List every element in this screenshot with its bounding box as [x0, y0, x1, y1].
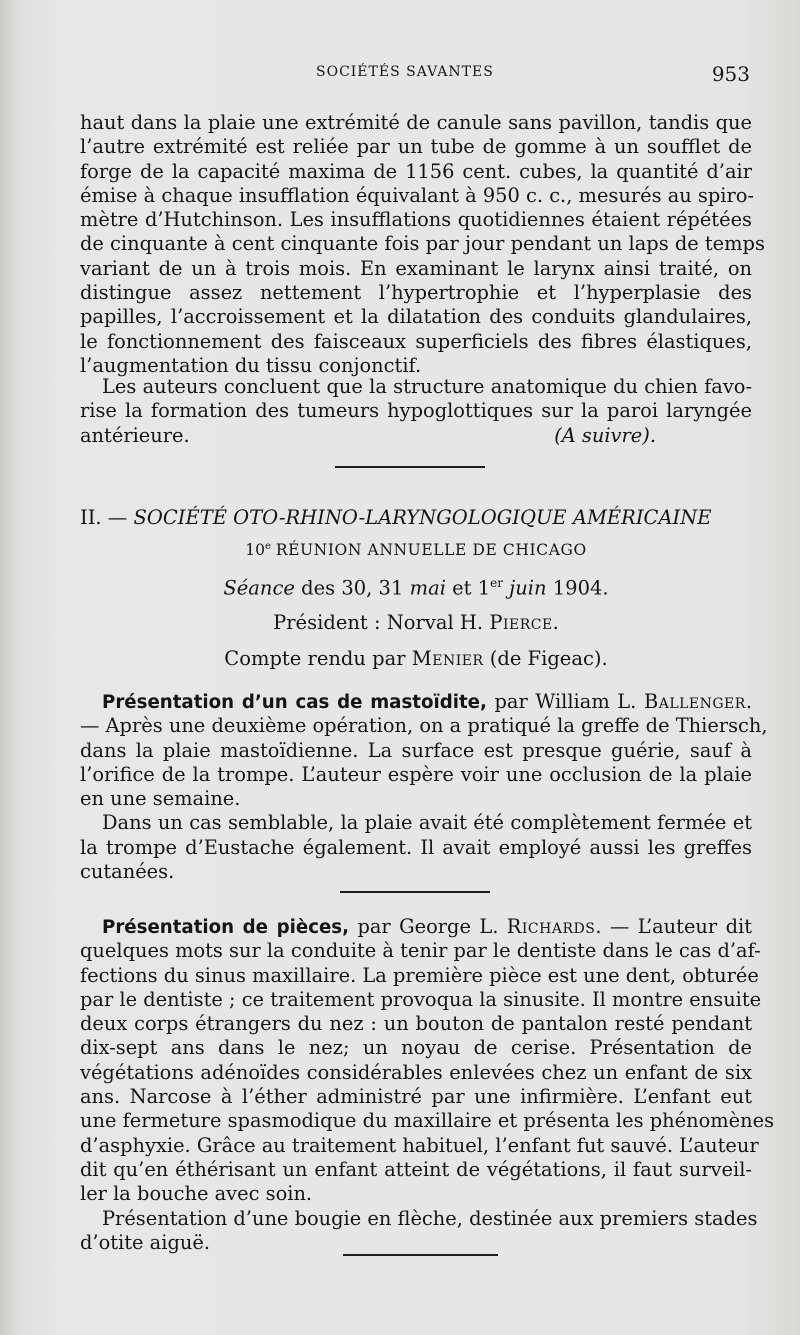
report-end: (de Figeac). — [483, 647, 608, 670]
text-line: émise à chaque insufflation équivalant à 950 c. c., mesurés au spiro- — [80, 183, 754, 207]
meeting-text: RÉUNION ANNUELLE DE CHICAGO — [275, 541, 587, 560]
pieces-paragraph — [80, 915, 775, 1255]
pieces-after-author: . — L’auteur dit — [595, 915, 752, 938]
text-line: d’otite aiguë. — [80, 1230, 210, 1254]
text-line: deux corps étrangers du nez : un bouton de pantalon resté pendant — [80, 1012, 752, 1036]
seance-dates: des 30, 31 — [294, 576, 410, 600]
text-line: végétations adénoïdes considérables enlevées chez un enfant de six — [80, 1060, 752, 1084]
text-line: le fonctionnement des faisceaux superficiels des fibres élastiques, — [80, 329, 752, 353]
page-number: 953 — [711, 62, 750, 86]
mastoiditis-title: Présentation d’un cas de mastoïdite, — [102, 692, 487, 713]
report-label: Compte rendu par — [224, 647, 412, 670]
society-name: SOCIÉTÉ OTO-RHINO-LARYNGOLOGIQUE AMÉRICAINE — [133, 506, 712, 529]
running-head — [80, 62, 750, 90]
section-divider — [340, 891, 490, 893]
text-line: papilles, l’accroissement et la dilatation des conduits glandulaires, — [80, 305, 752, 329]
text-line: dix-sept ans dans le nez; un noyau de cerise. Présentation de — [80, 1036, 752, 1060]
text-line: Dans un cas semblable, la plaie avait été complètement fermée et — [102, 811, 752, 835]
text-line: Présentation d’une bougie en flèche, destinée aux premiers stades — [102, 1206, 758, 1230]
text-line: la trompe d’Eustache également. Il avait employé aussi les greffes — [80, 835, 752, 859]
president-line — [80, 611, 752, 634]
text-line: en une semaine. — [80, 787, 241, 811]
pieces-title: Présentation de pièces, — [102, 917, 350, 938]
president-name: Pierce — [489, 611, 553, 634]
text-line: Les auteurs concluent que la structure anatomique du chien favo- — [102, 375, 752, 398]
last-line-text: antérieure. — [80, 423, 190, 447]
seance-label: Séance — [223, 576, 295, 600]
end-divider — [343, 1254, 498, 1256]
president-label: Président : Norval H. — [273, 611, 490, 634]
seance-superscript: er — [490, 576, 503, 590]
intro-paragraph — [80, 111, 765, 378]
meeting-superscript: e — [264, 541, 271, 552]
mastoiditis-author-end: . — [745, 690, 752, 713]
section-divider — [335, 466, 485, 468]
section-numeral: II. — — [80, 506, 128, 529]
text-line: variant de un à trois mois. En examinant le larynx ainsi traité, on — [80, 256, 752, 280]
pieces-heading-line — [80, 915, 752, 939]
text-line: de cinquante à cent cinquante fois par jour pendant un laps de temps — [80, 232, 765, 256]
text-line: l’augmentation du tissu conjonctif. — [80, 353, 422, 377]
text-line: dans la plaie mastoïdienne. La surface est presque guérie, sauf à — [80, 738, 752, 762]
text-line: ans. Narcose à l’éther administré par une infirmière. L’enfant eut — [80, 1085, 752, 1109]
text-line: d’asphyxie. Grâce au traitement habituel, l’enfant fut sauvé. L’auteur — [80, 1133, 759, 1157]
report-line — [80, 647, 752, 670]
text-line: — Après une deuxième opération, on a pratiqué la greffe de Thiersch, — [80, 714, 768, 738]
text-line: par le dentiste ; ce traitement provoqua la sinusite. Il montre ensuite — [80, 987, 762, 1011]
seance-year: 1904. — [546, 576, 609, 600]
pieces-by: par George L. — [349, 915, 507, 938]
seance-mai: mai — [409, 576, 446, 600]
text-line: quelques mots sur la conduite à tenir par le dentiste dans le cas d’af- — [80, 939, 761, 963]
mastoiditis-by: par William L. — [486, 690, 644, 713]
mastoiditis-author: Ballenger — [643, 690, 746, 713]
running-title: SOCIÉTÉS SAVANTES — [316, 64, 494, 80]
seance-juin: juin — [502, 576, 547, 600]
text-line: rise la formation des tumeurs hypoglottiques sur la paroi laryngée — [80, 399, 752, 423]
text-line: forge de la capacité maxima de 1156 cent. cubes, la quantité d’air — [80, 159, 752, 183]
text-line: distingue assez nettement l’hypertrophie et l’hyperplasie des — [80, 281, 752, 305]
text-line: cutanées. — [80, 860, 175, 884]
text-line: l’orifice de la trompe. L’auteur espère voir une occlusion de la plaie — [80, 762, 752, 786]
text-line: dit qu’en éthérisant un enfant atteint de végétations, il faut surveil- — [80, 1157, 752, 1181]
seance-line — [80, 576, 752, 600]
pieces-author: Richards — [506, 915, 596, 938]
text-line: l’autre extrémité est reliée par un tube de gomme à un soufflet de — [80, 135, 752, 159]
seance-et: et 1 — [445, 576, 491, 600]
section-heading — [80, 506, 752, 529]
text-line: une fermeture spasmodique du maxillaire et présenta les phénomènes — [80, 1109, 775, 1133]
text-line: haut dans la plaie une extrémité de canule sans pavillon, tandis que — [80, 111, 752, 134]
text-line: ler la bouche avec soin. — [80, 1182, 313, 1206]
report-author: Menier — [411, 647, 484, 670]
suivre-note: (A suivre). — [554, 423, 656, 447]
meeting-line — [80, 541, 752, 559]
mastoiditis-heading-line — [80, 690, 752, 714]
conclusion-paragraph — [80, 375, 752, 448]
text-line — [80, 424, 752, 448]
mastoiditis-paragraph — [80, 690, 768, 884]
meeting-number: 10 — [245, 541, 265, 560]
president-end: . — [552, 611, 559, 634]
text-line: fections du sinus maxillaire. La première pièce est une dent, obturée — [80, 963, 759, 987]
text-line: mètre d’Hutchinson. Les insufflations quotidiennes étaient répétées — [80, 208, 752, 232]
